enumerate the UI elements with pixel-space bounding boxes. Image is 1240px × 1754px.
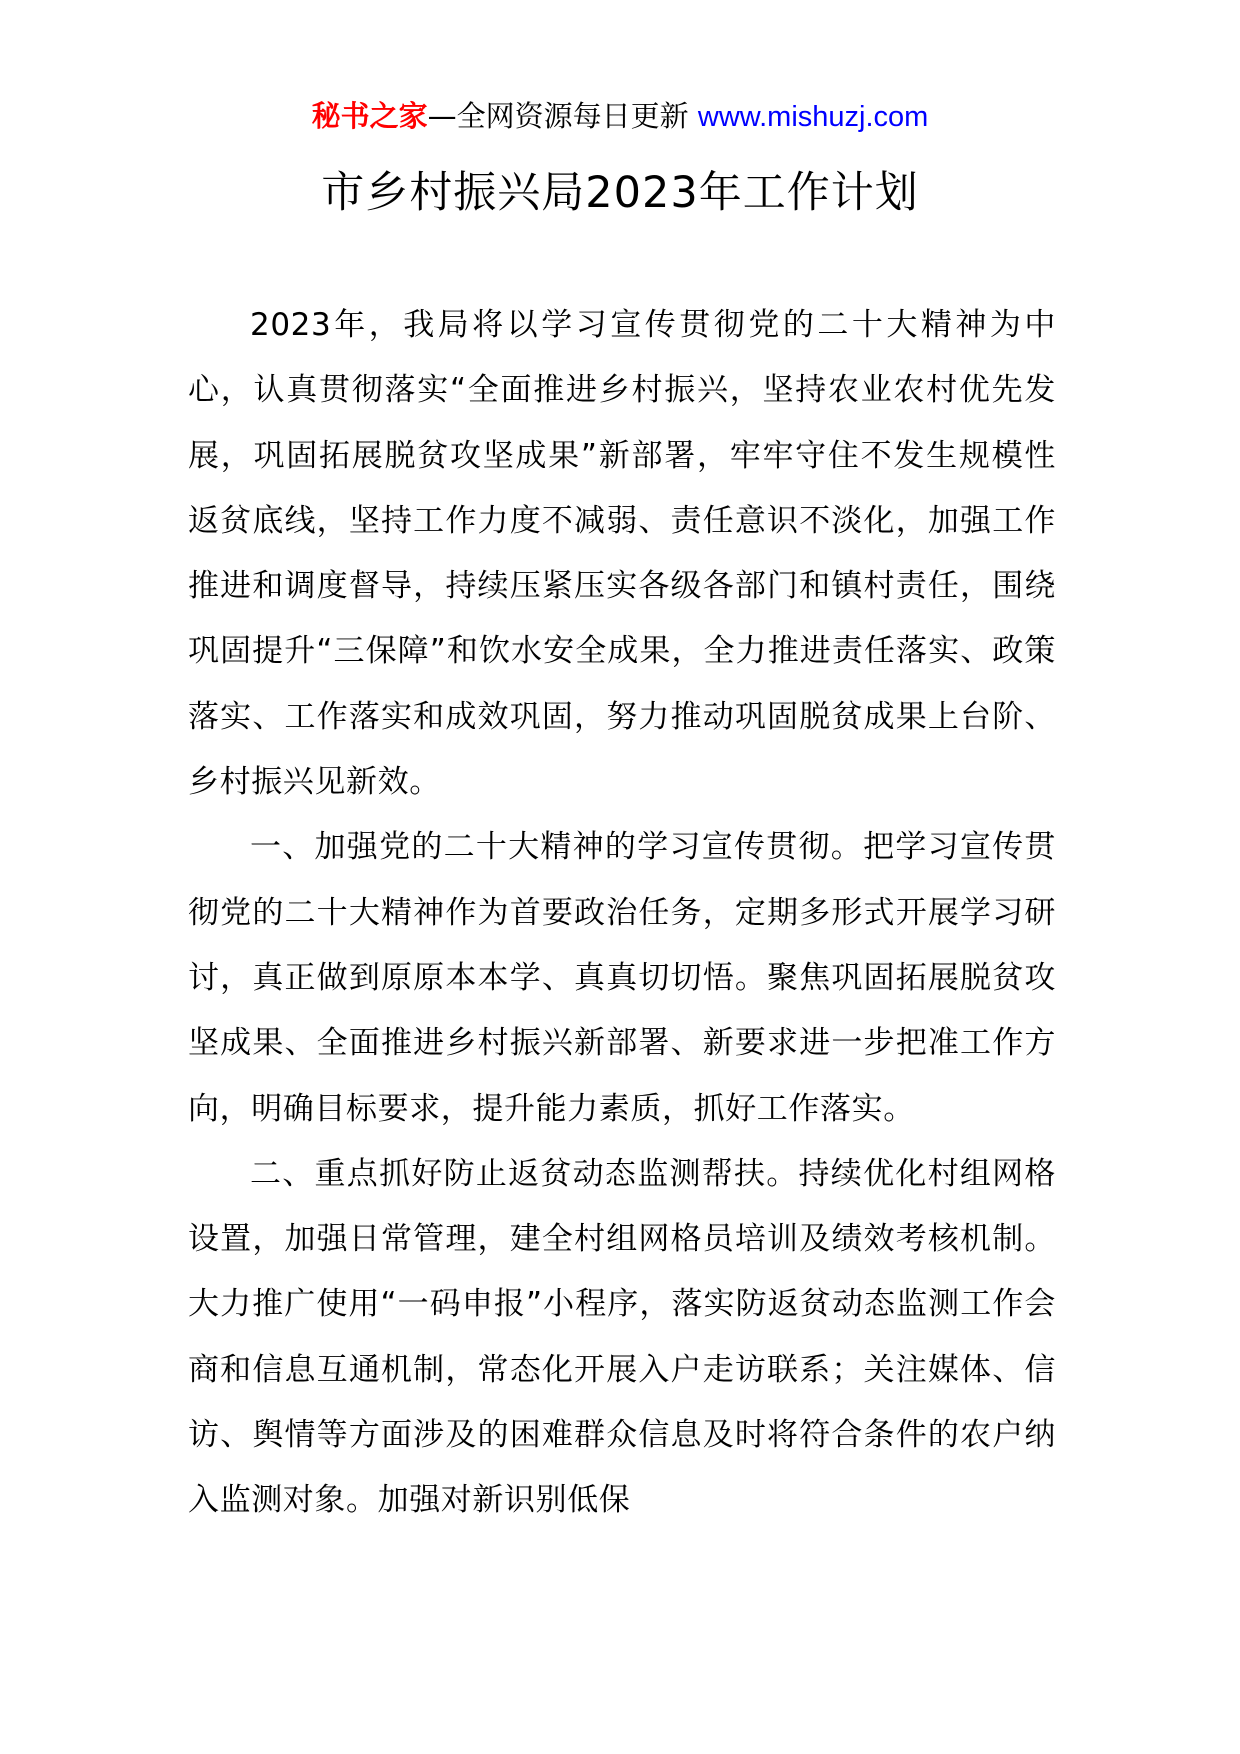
document-body [188,293,1056,1534]
section-1-paragraph: 一、加强党的二十大精神的学习宣传贯彻。把学习宣传贯彻党的二十大精神作为首要政治任务，定期多形式开展学习研讨，真正做到原原本本学、真真切切悟。聚焦巩固拓展脱贫攻坚成果、全面推进乡村振兴新部署、新要求进一步把准工作方向，明确目标要求，提升能力素质，抓好工作落实。 [188,829,1056,1127]
site-tagline: —全网资源每日更新 [427,99,698,133]
intro-paragraph: 2023年，我局将以学习宣传贯彻党的二十大精神为中心，认真贯彻落实“全面推进乡村振兴，坚持农业农村优先发展，巩固拓展脱贫攻坚成果”新部署，牢牢守住不发生规模性返贫底线，坚持工作力度不减弱、责任意识不淡化，加强工作推进和调度督导，持续压紧压实各级各部门和镇村责任，围绕巩固提升“三保障”和饮水安全成果，全力推进责任落实、政策落实、工作落实和成效巩固，努力推动巩固脱贫成果上台阶、乡村振兴见新效。 [188,307,1056,801]
document-title: 市乡村振兴局2023年工作计划 [321,168,919,218]
site-url-link[interactable]: www.mishuzj.com [697,101,929,133]
site-header [0,98,1240,135]
section-2-paragraph: 二、重点抓好防止返贫动态监测帮扶。持续优化村组网格设置，加强日常管理，建全村组网格员培训及绩效考核机制。大力推广使用“一码申报”小程序，落实防返贫动态监测工作会商和信息互通机制，常态化开展入户走访联系；关注媒体、信访、舆情等方面涉及的困难群众信息及时将符合条件的农户纳入监测对象。加强对新识别低保 [188,1155,1056,1519]
site-brand: 秘书之家 [311,99,428,133]
